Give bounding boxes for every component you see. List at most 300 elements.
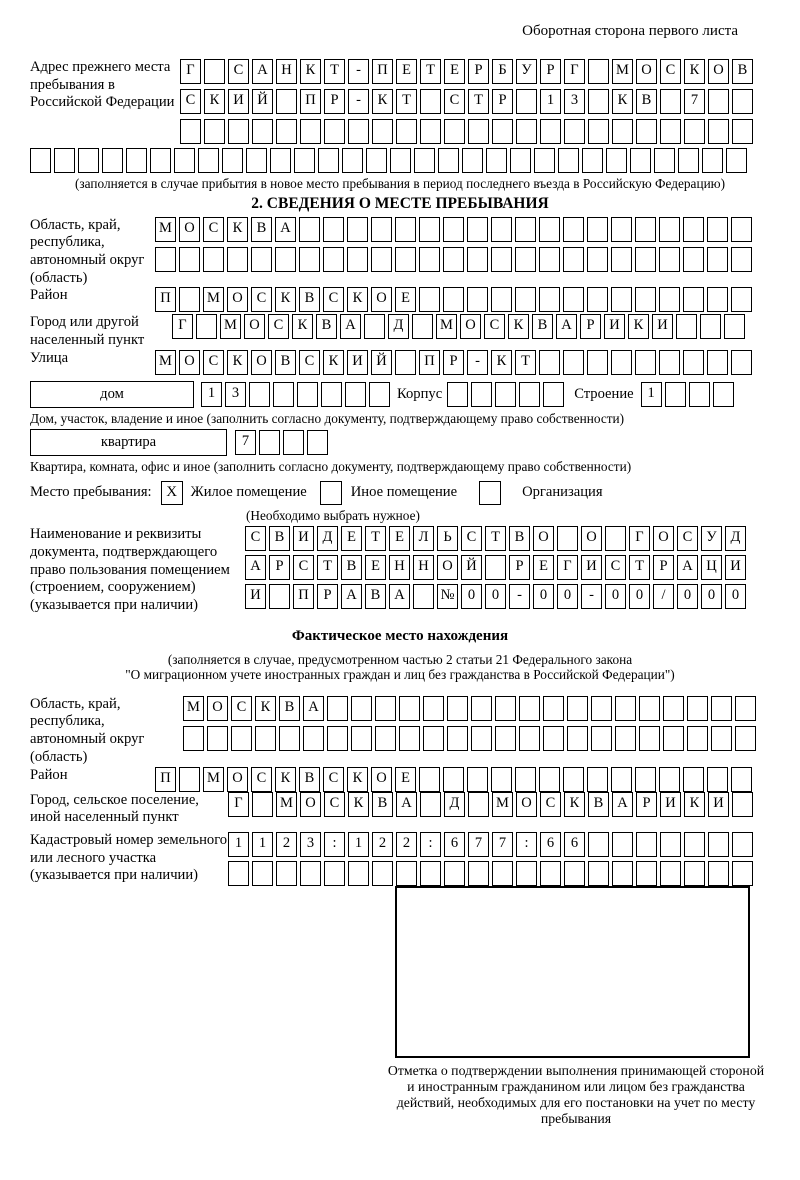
char-cell[interactable] bbox=[605, 526, 626, 551]
char-cell[interactable] bbox=[420, 792, 441, 817]
char-cell[interactable]: К bbox=[564, 792, 585, 817]
char-cell[interactable] bbox=[179, 287, 200, 312]
char-cell[interactable] bbox=[735, 696, 756, 721]
char-cell[interactable] bbox=[564, 861, 585, 886]
char-cell[interactable] bbox=[660, 119, 681, 144]
char-cell[interactable]: Ц bbox=[701, 555, 722, 580]
char-cell[interactable]: / bbox=[653, 584, 674, 609]
char-cell[interactable]: К bbox=[347, 767, 368, 792]
char-cell[interactable]: Е bbox=[395, 287, 416, 312]
char-cell[interactable]: Р bbox=[324, 89, 345, 114]
char-cell[interactable]: К bbox=[684, 792, 705, 817]
char-cell[interactable]: К bbox=[275, 767, 296, 792]
char-cell[interactable]: Т bbox=[515, 350, 536, 375]
char-cell[interactable] bbox=[539, 247, 560, 272]
char-cell[interactable]: Е bbox=[396, 59, 417, 84]
char-cell[interactable] bbox=[659, 767, 680, 792]
char-cell[interactable] bbox=[471, 726, 492, 751]
char-cell[interactable]: Н bbox=[389, 555, 410, 580]
char-cell[interactable] bbox=[227, 247, 248, 272]
char-cell[interactable] bbox=[731, 767, 752, 792]
char-cell[interactable]: Е bbox=[389, 526, 410, 551]
char-cell[interactable] bbox=[443, 247, 464, 272]
char-cell[interactable]: 0 bbox=[485, 584, 506, 609]
char-cell[interactable] bbox=[414, 148, 435, 173]
char-cell[interactable] bbox=[540, 861, 561, 886]
char-cell[interactable] bbox=[732, 861, 753, 886]
char-cell[interactable] bbox=[126, 148, 147, 173]
char-cell[interactable] bbox=[636, 119, 657, 144]
char-cell[interactable]: Р bbox=[540, 59, 561, 84]
char-cell[interactable]: М bbox=[492, 792, 513, 817]
char-cell[interactable]: Т bbox=[485, 526, 506, 551]
char-cell[interactable]: С bbox=[444, 89, 465, 114]
char-cell[interactable]: А bbox=[245, 555, 266, 580]
char-cell[interactable]: С bbox=[251, 767, 272, 792]
char-cell[interactable]: О bbox=[437, 555, 458, 580]
char-cell[interactable]: 0 bbox=[533, 584, 554, 609]
char-cell[interactable] bbox=[711, 726, 732, 751]
char-cell[interactable] bbox=[724, 314, 745, 339]
char-cell[interactable] bbox=[635, 350, 656, 375]
char-cell[interactable] bbox=[708, 832, 729, 857]
char-cell[interactable] bbox=[683, 350, 704, 375]
char-cell[interactable] bbox=[558, 148, 579, 173]
char-cell[interactable] bbox=[255, 726, 276, 751]
char-cell[interactable]: Е bbox=[533, 555, 554, 580]
char-cell[interactable] bbox=[196, 314, 217, 339]
char-cell[interactable]: К bbox=[300, 59, 321, 84]
char-cell[interactable] bbox=[249, 382, 270, 407]
char-cell[interactable]: О bbox=[636, 59, 657, 84]
char-cell[interactable] bbox=[351, 696, 372, 721]
char-cell[interactable] bbox=[660, 89, 681, 114]
char-cell[interactable] bbox=[283, 430, 304, 455]
char-cell[interactable] bbox=[515, 287, 536, 312]
char-cell[interactable] bbox=[591, 696, 612, 721]
char-cell[interactable] bbox=[150, 148, 171, 173]
char-cell[interactable]: О bbox=[371, 767, 392, 792]
char-cell[interactable]: К bbox=[684, 59, 705, 84]
char-cell[interactable]: Р bbox=[317, 584, 338, 609]
char-cell[interactable] bbox=[683, 767, 704, 792]
char-cell[interactable] bbox=[318, 148, 339, 173]
char-cell[interactable]: : bbox=[516, 832, 537, 857]
char-cell[interactable]: Р bbox=[509, 555, 530, 580]
char-cell[interactable] bbox=[419, 247, 440, 272]
char-cell[interactable] bbox=[563, 217, 584, 242]
char-cell[interactable]: П bbox=[300, 89, 321, 114]
char-cell[interactable] bbox=[612, 832, 633, 857]
char-cell[interactable] bbox=[347, 217, 368, 242]
char-cell[interactable]: М bbox=[155, 217, 176, 242]
char-cell[interactable]: М bbox=[276, 792, 297, 817]
char-cell[interactable] bbox=[485, 555, 506, 580]
char-cell[interactable]: О bbox=[207, 696, 228, 721]
char-cell[interactable] bbox=[468, 119, 489, 144]
char-cell[interactable] bbox=[519, 382, 540, 407]
char-cell[interactable] bbox=[707, 350, 728, 375]
char-cell[interactable] bbox=[635, 247, 656, 272]
char-cell[interactable] bbox=[246, 148, 267, 173]
char-cell[interactable]: 7 bbox=[684, 89, 705, 114]
char-cell[interactable]: Д bbox=[444, 792, 465, 817]
char-cell[interactable] bbox=[587, 287, 608, 312]
char-cell[interactable]: 7 bbox=[235, 430, 256, 455]
char-cell[interactable]: С bbox=[268, 314, 289, 339]
char-cell[interactable]: Р bbox=[653, 555, 674, 580]
char-cell[interactable]: И bbox=[725, 555, 746, 580]
char-cell[interactable] bbox=[700, 314, 721, 339]
char-cell[interactable] bbox=[228, 119, 249, 144]
char-cell[interactable] bbox=[606, 148, 627, 173]
char-cell[interactable] bbox=[443, 217, 464, 242]
char-cell[interactable] bbox=[708, 89, 729, 114]
char-cell[interactable] bbox=[732, 832, 753, 857]
char-cell[interactable]: Й bbox=[371, 350, 392, 375]
char-cell[interactable] bbox=[676, 314, 697, 339]
char-cell[interactable]: Д bbox=[317, 526, 338, 551]
char-cell[interactable] bbox=[635, 767, 656, 792]
char-cell[interactable] bbox=[462, 148, 483, 173]
char-cell[interactable]: 6 bbox=[564, 832, 585, 857]
char-cell[interactable]: П bbox=[155, 287, 176, 312]
char-cell[interactable]: К bbox=[204, 89, 225, 114]
char-cell[interactable] bbox=[731, 350, 752, 375]
char-cell[interactable] bbox=[636, 832, 657, 857]
char-cell[interactable] bbox=[495, 726, 516, 751]
char-cell[interactable] bbox=[615, 696, 636, 721]
char-cell[interactable]: А bbox=[303, 696, 324, 721]
char-cell[interactable] bbox=[689, 382, 710, 407]
char-cell[interactable]: В bbox=[732, 59, 753, 84]
char-cell[interactable] bbox=[495, 382, 516, 407]
char-cell[interactable] bbox=[588, 861, 609, 886]
char-cell[interactable] bbox=[447, 696, 468, 721]
char-cell[interactable]: № bbox=[437, 584, 458, 609]
char-cell[interactable] bbox=[612, 119, 633, 144]
char-cell[interactable] bbox=[654, 148, 675, 173]
char-cell[interactable] bbox=[443, 767, 464, 792]
char-cell[interactable] bbox=[683, 217, 704, 242]
char-cell[interactable] bbox=[486, 148, 507, 173]
char-cell[interactable] bbox=[663, 696, 684, 721]
char-cell[interactable] bbox=[702, 148, 723, 173]
char-cell[interactable] bbox=[276, 119, 297, 144]
char-cell[interactable]: И bbox=[581, 555, 602, 580]
char-cell[interactable]: 2 bbox=[372, 832, 393, 857]
char-cell[interactable] bbox=[396, 119, 417, 144]
char-cell[interactable]: В bbox=[509, 526, 530, 551]
char-cell[interactable] bbox=[198, 148, 219, 173]
char-cell[interactable]: В bbox=[372, 792, 393, 817]
char-cell[interactable] bbox=[371, 247, 392, 272]
char-cell[interactable]: М bbox=[183, 696, 204, 721]
char-cell[interactable]: Й bbox=[252, 89, 273, 114]
char-cell[interactable] bbox=[660, 832, 681, 857]
char-cell[interactable]: А bbox=[396, 792, 417, 817]
char-cell[interactable] bbox=[683, 287, 704, 312]
char-cell[interactable]: 1 bbox=[540, 89, 561, 114]
char-cell[interactable] bbox=[203, 247, 224, 272]
char-cell[interactable] bbox=[731, 217, 752, 242]
char-cell[interactable] bbox=[612, 861, 633, 886]
char-cell[interactable]: А bbox=[389, 584, 410, 609]
char-cell[interactable]: Ь bbox=[437, 526, 458, 551]
char-cell[interactable]: О bbox=[179, 350, 200, 375]
char-cell[interactable]: И bbox=[652, 314, 673, 339]
char-cell[interactable] bbox=[732, 119, 753, 144]
char-cell[interactable] bbox=[183, 726, 204, 751]
char-cell[interactable] bbox=[731, 247, 752, 272]
char-cell[interactable]: К bbox=[255, 696, 276, 721]
char-cell[interactable]: И bbox=[347, 350, 368, 375]
char-cell[interactable] bbox=[303, 726, 324, 751]
char-cell[interactable] bbox=[708, 119, 729, 144]
char-cell[interactable]: П bbox=[419, 350, 440, 375]
char-cell[interactable] bbox=[659, 217, 680, 242]
char-cell[interactable]: С bbox=[203, 217, 224, 242]
char-cell[interactable]: В bbox=[588, 792, 609, 817]
char-cell[interactable] bbox=[204, 59, 225, 84]
char-cell[interactable] bbox=[412, 314, 433, 339]
char-cell[interactable]: Т bbox=[365, 526, 386, 551]
char-cell[interactable]: С bbox=[228, 59, 249, 84]
char-cell[interactable]: И bbox=[245, 584, 266, 609]
char-cell[interactable]: К bbox=[323, 350, 344, 375]
char-cell[interactable]: 3 bbox=[564, 89, 585, 114]
char-cell[interactable] bbox=[447, 726, 468, 751]
char-cell[interactable] bbox=[390, 148, 411, 173]
char-cell[interactable] bbox=[447, 382, 468, 407]
char-cell[interactable] bbox=[252, 792, 273, 817]
char-cell[interactable] bbox=[299, 247, 320, 272]
char-cell[interactable] bbox=[543, 726, 564, 751]
char-cell[interactable]: Д bbox=[725, 526, 746, 551]
char-cell[interactable] bbox=[323, 217, 344, 242]
char-cell[interactable] bbox=[423, 696, 444, 721]
char-cell[interactable] bbox=[471, 696, 492, 721]
char-cell[interactable] bbox=[396, 861, 417, 886]
char-cell[interactable] bbox=[102, 148, 123, 173]
char-cell[interactable]: И bbox=[604, 314, 625, 339]
char-cell[interactable] bbox=[591, 726, 612, 751]
char-cell[interactable] bbox=[222, 148, 243, 173]
char-cell[interactable]: А bbox=[612, 792, 633, 817]
char-cell[interactable] bbox=[276, 861, 297, 886]
char-cell[interactable] bbox=[563, 287, 584, 312]
char-cell[interactable] bbox=[444, 119, 465, 144]
char-cell[interactable] bbox=[467, 287, 488, 312]
char-cell[interactable] bbox=[534, 148, 555, 173]
char-cell[interactable] bbox=[687, 696, 708, 721]
char-cell[interactable]: Р bbox=[468, 59, 489, 84]
char-cell[interactable]: Т bbox=[468, 89, 489, 114]
char-cell[interactable]: О bbox=[653, 526, 674, 551]
char-cell[interactable] bbox=[678, 148, 699, 173]
char-cell[interactable]: - bbox=[509, 584, 530, 609]
char-cell[interactable]: А bbox=[275, 217, 296, 242]
char-cell[interactable] bbox=[659, 350, 680, 375]
char-cell[interactable] bbox=[563, 767, 584, 792]
char-cell[interactable]: Е bbox=[365, 555, 386, 580]
char-cell[interactable]: В bbox=[316, 314, 337, 339]
char-cell[interactable] bbox=[270, 148, 291, 173]
char-cell[interactable]: Г bbox=[629, 526, 650, 551]
char-cell[interactable] bbox=[611, 217, 632, 242]
char-cell[interactable] bbox=[611, 767, 632, 792]
char-cell[interactable] bbox=[519, 696, 540, 721]
char-cell[interactable]: К bbox=[628, 314, 649, 339]
char-cell[interactable]: О bbox=[251, 350, 272, 375]
char-cell[interactable]: С bbox=[605, 555, 626, 580]
char-cell[interactable]: К bbox=[372, 89, 393, 114]
char-cell[interactable]: С bbox=[180, 89, 201, 114]
char-cell[interactable]: С bbox=[299, 350, 320, 375]
char-cell[interactable]: М bbox=[155, 350, 176, 375]
char-cell[interactable]: Е bbox=[341, 526, 362, 551]
char-cell[interactable] bbox=[663, 726, 684, 751]
char-cell[interactable]: Р bbox=[580, 314, 601, 339]
char-cell[interactable]: Р bbox=[443, 350, 464, 375]
char-cell[interactable]: : bbox=[420, 832, 441, 857]
char-cell[interactable]: 2 bbox=[276, 832, 297, 857]
char-cell[interactable]: П bbox=[155, 767, 176, 792]
char-cell[interactable] bbox=[204, 119, 225, 144]
char-cell[interactable]: С bbox=[323, 767, 344, 792]
char-cell[interactable]: О bbox=[460, 314, 481, 339]
char-cell[interactable] bbox=[419, 767, 440, 792]
char-cell[interactable]: Т bbox=[420, 59, 441, 84]
char-cell[interactable]: А bbox=[340, 314, 361, 339]
char-cell[interactable] bbox=[587, 767, 608, 792]
char-cell[interactable] bbox=[443, 287, 464, 312]
char-cell[interactable]: И bbox=[660, 792, 681, 817]
char-cell[interactable]: М bbox=[220, 314, 241, 339]
char-cell[interactable]: В bbox=[269, 526, 290, 551]
char-cell[interactable] bbox=[665, 382, 686, 407]
char-cell[interactable]: Б bbox=[492, 59, 513, 84]
char-cell[interactable]: В bbox=[341, 555, 362, 580]
char-cell[interactable]: С bbox=[324, 792, 345, 817]
char-cell[interactable]: М bbox=[203, 767, 224, 792]
char-cell[interactable] bbox=[659, 247, 680, 272]
char-cell[interactable]: В bbox=[251, 217, 272, 242]
char-cell[interactable] bbox=[491, 287, 512, 312]
char-cell[interactable] bbox=[539, 217, 560, 242]
char-cell[interactable] bbox=[419, 217, 440, 242]
char-cell[interactable] bbox=[294, 148, 315, 173]
char-cell[interactable]: О bbox=[227, 287, 248, 312]
char-cell[interactable] bbox=[395, 217, 416, 242]
char-cell[interactable] bbox=[252, 119, 273, 144]
char-cell[interactable]: С bbox=[323, 287, 344, 312]
char-cell[interactable] bbox=[567, 696, 588, 721]
char-cell[interactable]: Р bbox=[269, 555, 290, 580]
char-cell[interactable]: С bbox=[484, 314, 505, 339]
char-cell[interactable]: С bbox=[293, 555, 314, 580]
char-cell[interactable] bbox=[300, 861, 321, 886]
char-cell[interactable]: Н bbox=[413, 555, 434, 580]
char-cell[interactable]: Т bbox=[396, 89, 417, 114]
char-cell[interactable] bbox=[369, 382, 390, 407]
char-cell[interactable]: И bbox=[708, 792, 729, 817]
char-cell[interactable] bbox=[297, 382, 318, 407]
char-cell[interactable] bbox=[371, 217, 392, 242]
char-cell[interactable]: 1 bbox=[348, 832, 369, 857]
char-cell[interactable]: О bbox=[581, 526, 602, 551]
char-cell[interactable]: Е bbox=[444, 59, 465, 84]
char-cell[interactable]: - bbox=[348, 59, 369, 84]
char-cell[interactable]: К bbox=[227, 350, 248, 375]
char-cell[interactable] bbox=[228, 861, 249, 886]
char-cell[interactable]: 0 bbox=[461, 584, 482, 609]
char-cell[interactable]: П bbox=[372, 59, 393, 84]
char-cell[interactable]: 3 bbox=[300, 832, 321, 857]
char-cell[interactable] bbox=[639, 696, 660, 721]
char-cell[interactable] bbox=[687, 726, 708, 751]
char-cell[interactable]: 1 bbox=[252, 832, 273, 857]
char-cell[interactable] bbox=[630, 148, 651, 173]
char-cell[interactable] bbox=[539, 287, 560, 312]
char-cell[interactable] bbox=[515, 217, 536, 242]
char-cell[interactable] bbox=[444, 861, 465, 886]
char-cell[interactable] bbox=[611, 287, 632, 312]
char-cell[interactable] bbox=[684, 861, 705, 886]
char-cell[interactable]: Г bbox=[172, 314, 193, 339]
char-cell[interactable]: 6 bbox=[540, 832, 561, 857]
char-cell[interactable]: 7 bbox=[492, 832, 513, 857]
char-cell[interactable]: Л bbox=[413, 526, 434, 551]
char-cell[interactable] bbox=[491, 767, 512, 792]
char-cell[interactable]: Е bbox=[395, 767, 416, 792]
char-cell[interactable]: О bbox=[516, 792, 537, 817]
char-cell[interactable] bbox=[375, 726, 396, 751]
char-cell[interactable]: С bbox=[540, 792, 561, 817]
char-cell[interactable] bbox=[707, 247, 728, 272]
char-cell[interactable]: О bbox=[300, 792, 321, 817]
char-cell[interactable] bbox=[251, 247, 272, 272]
char-cell[interactable] bbox=[588, 89, 609, 114]
char-cell[interactable] bbox=[273, 382, 294, 407]
char-cell[interactable]: С bbox=[677, 526, 698, 551]
char-cell[interactable] bbox=[735, 726, 756, 751]
char-cell[interactable]: И bbox=[228, 89, 249, 114]
char-cell[interactable]: К bbox=[612, 89, 633, 114]
char-cell[interactable]: К bbox=[348, 792, 369, 817]
char-cell[interactable]: К bbox=[491, 350, 512, 375]
char-cell[interactable] bbox=[492, 861, 513, 886]
char-cell[interactable]: Г bbox=[564, 59, 585, 84]
char-cell[interactable] bbox=[659, 287, 680, 312]
char-cell[interactable]: 2 bbox=[396, 832, 417, 857]
char-cell[interactable]: С bbox=[231, 696, 252, 721]
char-cell[interactable]: 1 bbox=[228, 832, 249, 857]
char-cell[interactable] bbox=[708, 861, 729, 886]
char-cell[interactable] bbox=[468, 792, 489, 817]
char-cell[interactable] bbox=[510, 148, 531, 173]
char-cell[interactable]: О bbox=[179, 217, 200, 242]
char-cell[interactable] bbox=[588, 832, 609, 857]
char-cell[interactable] bbox=[30, 148, 51, 173]
char-cell[interactable] bbox=[587, 217, 608, 242]
char-cell[interactable] bbox=[516, 861, 537, 886]
char-cell[interactable] bbox=[491, 247, 512, 272]
char-cell[interactable]: О bbox=[244, 314, 265, 339]
char-cell[interactable]: К bbox=[227, 217, 248, 242]
char-cell[interactable] bbox=[345, 382, 366, 407]
char-cell[interactable] bbox=[468, 861, 489, 886]
